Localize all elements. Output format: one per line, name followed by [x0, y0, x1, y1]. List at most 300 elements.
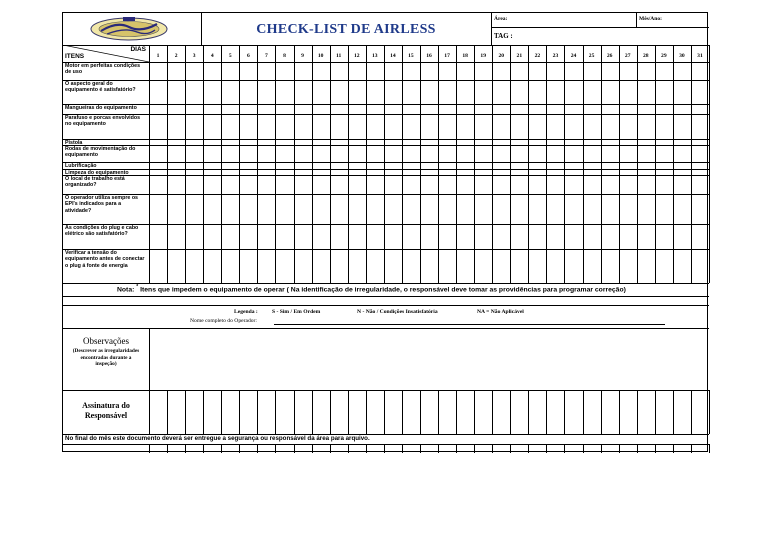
check-cell[interactable] — [313, 195, 330, 224]
check-cell[interactable] — [403, 170, 420, 175]
check-cell[interactable] — [240, 81, 257, 104]
check-cell[interactable] — [276, 170, 293, 175]
check-cell[interactable] — [349, 105, 366, 114]
check-cell[interactable] — [150, 105, 167, 114]
check-cell[interactable] — [511, 146, 528, 162]
check-cell[interactable] — [584, 63, 601, 80]
check-cell[interactable] — [204, 105, 221, 114]
check-cell[interactable] — [222, 170, 239, 175]
check-cell[interactable] — [150, 146, 167, 162]
signature-cell[interactable] — [258, 391, 275, 433]
check-cell[interactable] — [584, 115, 601, 139]
check-cell[interactable] — [385, 63, 402, 80]
check-cell[interactable] — [385, 170, 402, 175]
check-cell[interactable] — [439, 115, 456, 139]
check-cell[interactable] — [150, 170, 167, 175]
check-cell[interactable] — [204, 195, 221, 224]
signature-cell[interactable] — [493, 391, 510, 433]
check-cell[interactable] — [565, 115, 582, 139]
check-cell[interactable] — [295, 146, 312, 162]
check-cell[interactable] — [313, 250, 330, 283]
check-cell[interactable] — [692, 195, 709, 224]
check-cell[interactable] — [331, 250, 348, 283]
check-cell[interactable] — [547, 170, 564, 175]
check-cell[interactable] — [656, 63, 673, 80]
check-cell[interactable] — [349, 81, 366, 104]
check-cell[interactable] — [258, 250, 275, 283]
signature-cell[interactable] — [222, 391, 239, 433]
check-cell[interactable] — [511, 115, 528, 139]
check-cell[interactable] — [692, 163, 709, 169]
check-cell[interactable] — [168, 170, 185, 175]
check-cell[interactable] — [150, 115, 167, 139]
check-cell[interactable] — [547, 176, 564, 194]
check-cell[interactable] — [168, 81, 185, 104]
check-cell[interactable] — [529, 176, 546, 194]
check-cell[interactable] — [421, 63, 438, 80]
check-cell[interactable] — [656, 250, 673, 283]
check-cell[interactable] — [295, 105, 312, 114]
check-cell[interactable] — [656, 195, 673, 224]
check-cell[interactable] — [602, 140, 619, 145]
check-cell[interactable] — [584, 105, 601, 114]
check-cell[interactable] — [222, 105, 239, 114]
check-cell[interactable] — [331, 225, 348, 249]
check-cell[interactable] — [584, 225, 601, 249]
check-cell[interactable] — [565, 163, 582, 169]
check-cell[interactable] — [222, 146, 239, 162]
check-cell[interactable] — [421, 115, 438, 139]
check-cell[interactable] — [403, 225, 420, 249]
check-cell[interactable] — [457, 163, 474, 169]
check-cell[interactable] — [439, 170, 456, 175]
check-cell[interactable] — [529, 225, 546, 249]
signature-cell[interactable] — [385, 391, 402, 433]
check-cell[interactable] — [674, 115, 691, 139]
check-cell[interactable] — [421, 105, 438, 114]
check-cell[interactable] — [674, 146, 691, 162]
signature-cell[interactable] — [529, 391, 546, 433]
check-cell[interactable] — [602, 146, 619, 162]
check-cell[interactable] — [222, 115, 239, 139]
check-cell[interactable] — [367, 140, 384, 145]
check-cell[interactable] — [367, 163, 384, 169]
check-cell[interactable] — [349, 176, 366, 194]
check-cell[interactable] — [385, 195, 402, 224]
check-cell[interactable] — [295, 250, 312, 283]
check-cell[interactable] — [150, 176, 167, 194]
check-cell[interactable] — [385, 225, 402, 249]
check-cell[interactable] — [367, 170, 384, 175]
check-cell[interactable] — [493, 140, 510, 145]
check-cell[interactable] — [439, 176, 456, 194]
check-cell[interactable] — [529, 146, 546, 162]
check-cell[interactable] — [547, 163, 564, 169]
check-cell[interactable] — [403, 146, 420, 162]
check-cell[interactable] — [457, 225, 474, 249]
check-cell[interactable] — [511, 163, 528, 169]
check-cell[interactable] — [475, 170, 492, 175]
check-cell[interactable] — [186, 176, 203, 194]
check-cell[interactable] — [168, 140, 185, 145]
check-cell[interactable] — [222, 81, 239, 104]
check-cell[interactable] — [367, 81, 384, 104]
check-cell[interactable] — [602, 81, 619, 104]
check-cell[interactable] — [421, 163, 438, 169]
check-cell[interactable] — [692, 81, 709, 104]
check-cell[interactable] — [493, 176, 510, 194]
check-cell[interactable] — [638, 170, 655, 175]
check-cell[interactable] — [547, 115, 564, 139]
check-cell[interactable] — [674, 163, 691, 169]
check-cell[interactable] — [295, 140, 312, 145]
signature-cell[interactable] — [547, 391, 564, 433]
check-cell[interactable] — [385, 250, 402, 283]
check-cell[interactable] — [150, 63, 167, 80]
check-cell[interactable] — [222, 225, 239, 249]
check-cell[interactable] — [186, 163, 203, 169]
check-cell[interactable] — [439, 146, 456, 162]
check-cell[interactable] — [565, 81, 582, 104]
check-cell[interactable] — [674, 195, 691, 224]
check-cell[interactable] — [602, 105, 619, 114]
check-cell[interactable] — [638, 115, 655, 139]
signature-cell[interactable] — [367, 391, 384, 433]
check-cell[interactable] — [258, 163, 275, 169]
signature-cell[interactable] — [240, 391, 257, 433]
signature-cell[interactable] — [457, 391, 474, 433]
check-cell[interactable] — [295, 63, 312, 80]
check-cell[interactable] — [638, 146, 655, 162]
check-cell[interactable] — [620, 140, 637, 145]
signature-cell[interactable] — [349, 391, 366, 433]
signature-cell[interactable] — [475, 391, 492, 433]
check-cell[interactable] — [240, 105, 257, 114]
check-cell[interactable] — [565, 195, 582, 224]
check-cell[interactable] — [692, 140, 709, 145]
check-cell[interactable] — [602, 195, 619, 224]
check-cell[interactable] — [457, 105, 474, 114]
check-cell[interactable] — [493, 105, 510, 114]
check-cell[interactable] — [276, 63, 293, 80]
check-cell[interactable] — [150, 250, 167, 283]
check-cell[interactable] — [276, 115, 293, 139]
check-cell[interactable] — [240, 170, 257, 175]
check-cell[interactable] — [692, 63, 709, 80]
check-cell[interactable] — [565, 170, 582, 175]
check-cell[interactable] — [313, 81, 330, 104]
check-cell[interactable] — [258, 81, 275, 104]
check-cell[interactable] — [602, 225, 619, 249]
check-cell[interactable] — [349, 195, 366, 224]
check-cell[interactable] — [475, 140, 492, 145]
check-cell[interactable] — [584, 146, 601, 162]
check-cell[interactable] — [421, 225, 438, 249]
check-cell[interactable] — [692, 176, 709, 194]
check-cell[interactable] — [565, 146, 582, 162]
check-cell[interactable] — [240, 63, 257, 80]
check-cell[interactable] — [421, 81, 438, 104]
check-cell[interactable] — [493, 115, 510, 139]
check-cell[interactable] — [457, 170, 474, 175]
check-cell[interactable] — [620, 115, 637, 139]
check-cell[interactable] — [349, 63, 366, 80]
check-cell[interactable] — [638, 195, 655, 224]
check-cell[interactable] — [475, 63, 492, 80]
check-cell[interactable] — [620, 63, 637, 80]
check-cell[interactable] — [493, 81, 510, 104]
check-cell[interactable] — [547, 146, 564, 162]
check-cell[interactable] — [656, 115, 673, 139]
check-cell[interactable] — [620, 81, 637, 104]
check-cell[interactable] — [367, 176, 384, 194]
check-cell[interactable] — [529, 63, 546, 80]
check-cell[interactable] — [475, 105, 492, 114]
check-cell[interactable] — [240, 225, 257, 249]
check-cell[interactable] — [529, 195, 546, 224]
check-cell[interactable] — [475, 195, 492, 224]
check-cell[interactable] — [150, 163, 167, 169]
check-cell[interactable] — [584, 140, 601, 145]
check-cell[interactable] — [674, 250, 691, 283]
check-cell[interactable] — [403, 140, 420, 145]
check-cell[interactable] — [385, 176, 402, 194]
check-cell[interactable] — [439, 140, 456, 145]
check-cell[interactable] — [584, 176, 601, 194]
check-cell[interactable] — [584, 170, 601, 175]
check-cell[interactable] — [511, 140, 528, 145]
check-cell[interactable] — [349, 140, 366, 145]
check-cell[interactable] — [403, 105, 420, 114]
check-cell[interactable] — [620, 105, 637, 114]
check-cell[interactable] — [258, 146, 275, 162]
check-cell[interactable] — [529, 170, 546, 175]
check-cell[interactable] — [565, 140, 582, 145]
signature-cell[interactable] — [620, 391, 637, 433]
check-cell[interactable] — [331, 105, 348, 114]
check-cell[interactable] — [493, 146, 510, 162]
check-cell[interactable] — [439, 63, 456, 80]
check-cell[interactable] — [620, 170, 637, 175]
check-cell[interactable] — [403, 81, 420, 104]
check-cell[interactable] — [602, 163, 619, 169]
check-cell[interactable] — [367, 115, 384, 139]
check-cell[interactable] — [331, 163, 348, 169]
check-cell[interactable] — [439, 105, 456, 114]
signature-cell[interactable] — [403, 391, 420, 433]
check-cell[interactable] — [421, 250, 438, 283]
check-cell[interactable] — [367, 250, 384, 283]
check-cell[interactable] — [186, 140, 203, 145]
check-cell[interactable] — [240, 176, 257, 194]
check-cell[interactable] — [529, 250, 546, 283]
check-cell[interactable] — [656, 140, 673, 145]
check-cell[interactable] — [457, 146, 474, 162]
mes-ano-field[interactable] — [665, 15, 705, 26]
signature-cell[interactable] — [674, 391, 691, 433]
check-cell[interactable] — [276, 146, 293, 162]
check-cell[interactable] — [547, 250, 564, 283]
check-cell[interactable] — [475, 146, 492, 162]
check-cell[interactable] — [240, 163, 257, 169]
signature-cell[interactable] — [656, 391, 673, 433]
check-cell[interactable] — [656, 105, 673, 114]
check-cell[interactable] — [313, 105, 330, 114]
check-cell[interactable] — [276, 140, 293, 145]
check-cell[interactable] — [511, 81, 528, 104]
check-cell[interactable] — [331, 146, 348, 162]
check-cell[interactable] — [493, 63, 510, 80]
check-cell[interactable] — [204, 176, 221, 194]
check-cell[interactable] — [674, 225, 691, 249]
check-cell[interactable] — [385, 140, 402, 145]
check-cell[interactable] — [295, 225, 312, 249]
check-cell[interactable] — [204, 63, 221, 80]
check-cell[interactable] — [638, 81, 655, 104]
check-cell[interactable] — [439, 195, 456, 224]
check-cell[interactable] — [565, 176, 582, 194]
check-cell[interactable] — [565, 250, 582, 283]
check-cell[interactable] — [276, 81, 293, 104]
check-cell[interactable] — [511, 105, 528, 114]
check-cell[interactable] — [204, 225, 221, 249]
signature-cell[interactable] — [186, 391, 203, 433]
check-cell[interactable] — [674, 170, 691, 175]
check-cell[interactable] — [620, 250, 637, 283]
check-cell[interactable] — [403, 163, 420, 169]
check-cell[interactable] — [276, 195, 293, 224]
check-cell[interactable] — [475, 176, 492, 194]
check-cell[interactable] — [547, 63, 564, 80]
check-cell[interactable] — [493, 170, 510, 175]
check-cell[interactable] — [295, 170, 312, 175]
check-cell[interactable] — [547, 140, 564, 145]
check-cell[interactable] — [295, 195, 312, 224]
check-cell[interactable] — [276, 176, 293, 194]
check-cell[interactable] — [584, 163, 601, 169]
check-cell[interactable] — [403, 250, 420, 283]
check-cell[interactable] — [511, 250, 528, 283]
check-cell[interactable] — [565, 63, 582, 80]
check-cell[interactable] — [276, 163, 293, 169]
check-cell[interactable] — [439, 81, 456, 104]
check-cell[interactable] — [421, 195, 438, 224]
check-cell[interactable] — [620, 163, 637, 169]
check-cell[interactable] — [692, 225, 709, 249]
check-cell[interactable] — [457, 63, 474, 80]
check-cell[interactable] — [421, 176, 438, 194]
check-cell[interactable] — [584, 195, 601, 224]
check-cell[interactable] — [529, 140, 546, 145]
check-cell[interactable] — [258, 63, 275, 80]
check-cell[interactable] — [204, 170, 221, 175]
check-cell[interactable] — [403, 63, 420, 80]
check-cell[interactable] — [638, 163, 655, 169]
check-cell[interactable] — [222, 195, 239, 224]
check-cell[interactable] — [186, 170, 203, 175]
check-cell[interactable] — [367, 195, 384, 224]
signature-cell[interactable] — [565, 391, 582, 433]
check-cell[interactable] — [258, 170, 275, 175]
check-cell[interactable] — [295, 81, 312, 104]
check-cell[interactable] — [656, 176, 673, 194]
check-cell[interactable] — [511, 176, 528, 194]
check-cell[interactable] — [186, 63, 203, 80]
check-cell[interactable] — [222, 163, 239, 169]
check-cell[interactable] — [511, 170, 528, 175]
tag-field[interactable] — [519, 30, 705, 43]
observacoes-field[interactable] — [150, 329, 708, 389]
signature-cell[interactable] — [331, 391, 348, 433]
check-cell[interactable] — [313, 115, 330, 139]
check-cell[interactable] — [547, 105, 564, 114]
check-cell[interactable] — [547, 195, 564, 224]
check-cell[interactable] — [222, 140, 239, 145]
check-cell[interactable] — [258, 195, 275, 224]
signature-cell[interactable] — [602, 391, 619, 433]
check-cell[interactable] — [258, 115, 275, 139]
check-cell[interactable] — [295, 176, 312, 194]
check-cell[interactable] — [475, 163, 492, 169]
check-cell[interactable] — [367, 105, 384, 114]
check-cell[interactable] — [565, 225, 582, 249]
check-cell[interactable] — [421, 140, 438, 145]
check-cell[interactable] — [602, 250, 619, 283]
check-cell[interactable] — [240, 250, 257, 283]
check-cell[interactable] — [475, 81, 492, 104]
check-cell[interactable] — [547, 225, 564, 249]
check-cell[interactable] — [493, 225, 510, 249]
check-cell[interactable] — [457, 140, 474, 145]
signature-cell[interactable] — [439, 391, 456, 433]
check-cell[interactable] — [493, 195, 510, 224]
check-cell[interactable] — [295, 115, 312, 139]
check-cell[interactable] — [638, 140, 655, 145]
check-cell[interactable] — [439, 225, 456, 249]
check-cell[interactable] — [692, 250, 709, 283]
check-cell[interactable] — [168, 163, 185, 169]
check-cell[interactable] — [602, 176, 619, 194]
check-cell[interactable] — [511, 63, 528, 80]
check-cell[interactable] — [168, 146, 185, 162]
check-cell[interactable] — [349, 250, 366, 283]
check-cell[interactable] — [186, 146, 203, 162]
check-cell[interactable] — [168, 176, 185, 194]
check-cell[interactable] — [457, 250, 474, 283]
check-cell[interactable] — [403, 176, 420, 194]
check-cell[interactable] — [168, 115, 185, 139]
check-cell[interactable] — [638, 225, 655, 249]
check-cell[interactable] — [367, 146, 384, 162]
check-cell[interactable] — [656, 225, 673, 249]
check-cell[interactable] — [258, 105, 275, 114]
signature-cell[interactable] — [511, 391, 528, 433]
signature-cell[interactable] — [150, 391, 167, 433]
check-cell[interactable] — [620, 195, 637, 224]
check-cell[interactable] — [421, 170, 438, 175]
signature-cell[interactable] — [313, 391, 330, 433]
check-cell[interactable] — [150, 140, 167, 145]
check-cell[interactable] — [638, 250, 655, 283]
check-cell[interactable] — [475, 250, 492, 283]
signature-cell[interactable] — [638, 391, 655, 433]
check-cell[interactable] — [331, 170, 348, 175]
check-cell[interactable] — [313, 176, 330, 194]
check-cell[interactable] — [547, 81, 564, 104]
check-cell[interactable] — [204, 163, 221, 169]
check-cell[interactable] — [240, 195, 257, 224]
check-cell[interactable] — [186, 225, 203, 249]
